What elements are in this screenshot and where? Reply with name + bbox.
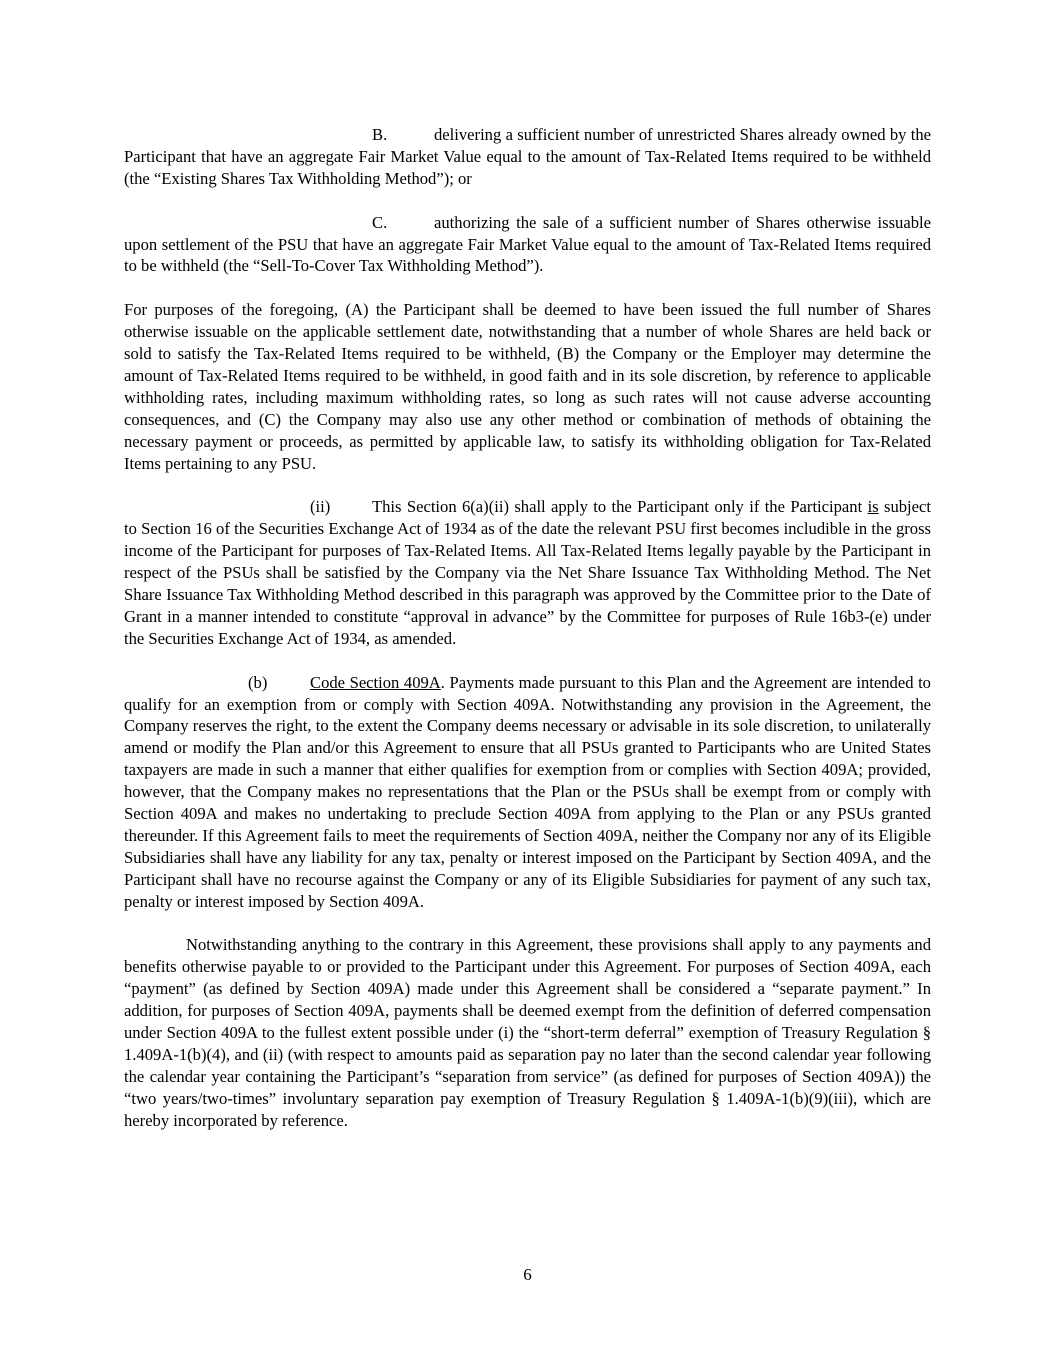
- paragraph-409a-text: . Payments made pursuant to this Plan and the Agreement are intended to qualify for an exemption from or comply with Section 409A. Notwithstanding any provision in the Agreement, the Company reserves the right, to the extent the Company deems necessary or advisable in its sole discretion, to unilaterally amend or modify the Plan and/or this Agreement to ensure that all PSUs granted to Participants who are United States taxpayers are made in such a manner that either qualifies for exemption from or complies with Section 409A; provided, however, that the Company makes no representations that the Plan or the PSUs shall be exempt from or comply with Section 409A and makes no undertaking to preclude Section 409A from applying to the Plan or any PSUs granted thereunder. If this Agreement fails to meet the requirements of Section 409A, neither the Company nor any of its Eligible Subsidiaries shall have any liability for any tax, penalty or interest imposed on the Participant by Section 409A, and the Participant shall have no recourse against the Company or any of its Eligible Subsidiaries for payment of any such tax, penalty or interest imposed by Section 409A.: [124, 672, 931, 911]
- paragraph-c-marker: C.: [372, 212, 388, 232]
- paragraph-b-text: delivering a sufficient number of unrestricted Shares already owned by the Participant that have an aggregate Fair Market Value equal to the amount of Tax-Related Items required to be withheld (the “Existing Shares Tax Withholding Method”); or: [124, 125, 931, 188]
- page-number: 6: [523, 1265, 532, 1284]
- paragraph-409a-marker: (b): [248, 672, 268, 692]
- paragraph-409a: [124, 672, 931, 913]
- paragraph-ii-marker: (ii): [310, 497, 331, 517]
- paragraph-b: [124, 124, 931, 190]
- section-heading-409a: Code Section 409A: [310, 672, 441, 692]
- paragraph-ii: [124, 496, 931, 649]
- paragraph-c: [124, 212, 931, 278]
- paragraph-b-marker: B.: [372, 125, 388, 144]
- paragraph-ii-text-before: This Section 6(a)(ii) shall apply to the Participant only if the Participant: [372, 497, 868, 517]
- paragraph-ii-underlined-word: is: [867, 497, 879, 517]
- paragraph-c-text: authorizing the sale of a sufficient number of Shares otherwise issuable upon settlement of the PSU that have an aggregate Fair Market Value equal to the amount of Tax-Related Items required to be withheld (the “Sell-To-Cover Tax Withholding Method”).: [124, 212, 931, 276]
- paragraph-notwithstanding-text: Notwithstanding anything to the contrary in this Agreement, these provisions shall apply to any payments and benefits otherwise payable to or provided to the Participant under this Agreement. For purposes of Section 409A, each “payment” (as defined by Section 409A) made under this Agreement shall be considered a “separate payment.” In addition, for purposes of Section 409A, payments shall be deemed exempt from the definition of deferred compensation under Section 409A to the fullest extent possible under (i) the “short-term deferral” exemption of Treasury Regulation § 1.409A-1(b)(4), and (ii) (with respect to amounts paid as separation pay no later than the second calendar year following the calendar year containing the Participant’s “separation from service” (as defined for purposes of Section 409A)) the “two years/two-times” involuntary separation pay exemption of Treasury Regulation § 1.409A-1(b)(9)(iii), which are hereby incorporated by reference.: [124, 935, 931, 1130]
- paragraph-ii-text-after: subject to Section 16 of the Securities Exchange Act of 1934 as of the date the relevant PSU first becomes includible in the gross income of the Participant for purposes of Tax-Related Items. All Tax-Related Items legally payable by the Participant in respect of the PSUs shall be satisfied by the Company via the Net Share Issuance Tax Withholding Method. The Net Share Issuance Tax Withholding Method described in this paragraph was approved by the Committee prior to the Date of Grant in a manner intended to constitute “approval in advance” by the Committee for purposes of Rule 16b3-(e) under the Securities Exchange Act of 1934, as amended.: [124, 497, 931, 648]
- paragraph-foregoing: For purposes of the foregoing, (A) the Participant shall be deemed to have been issued the full number of Shares otherwise issuable on the applicable settlement date, notwithstanding that a number of whole Shares are held back or sold to satisfy the Tax-Related Items required to be withheld, (B) the Company or the Employer may determine the amount of Tax-Related Items required to be withheld, in good faith and in its sole discretion, by reference to applicable withholding rates, including maximum withholding rates, so long as such rates will not cause adverse accounting consequences, and (C) the Company may also use any other method or combination of methods of obtaining the necessary payment or proceeds, as permitted by applicable law, to satisfy its withholding obligation for Tax-Related Items pertaining to any PSU.: [124, 300, 931, 473]
- document-page: [124, 124, 931, 1154]
- paragraph-notwithstanding: [124, 934, 931, 1131]
